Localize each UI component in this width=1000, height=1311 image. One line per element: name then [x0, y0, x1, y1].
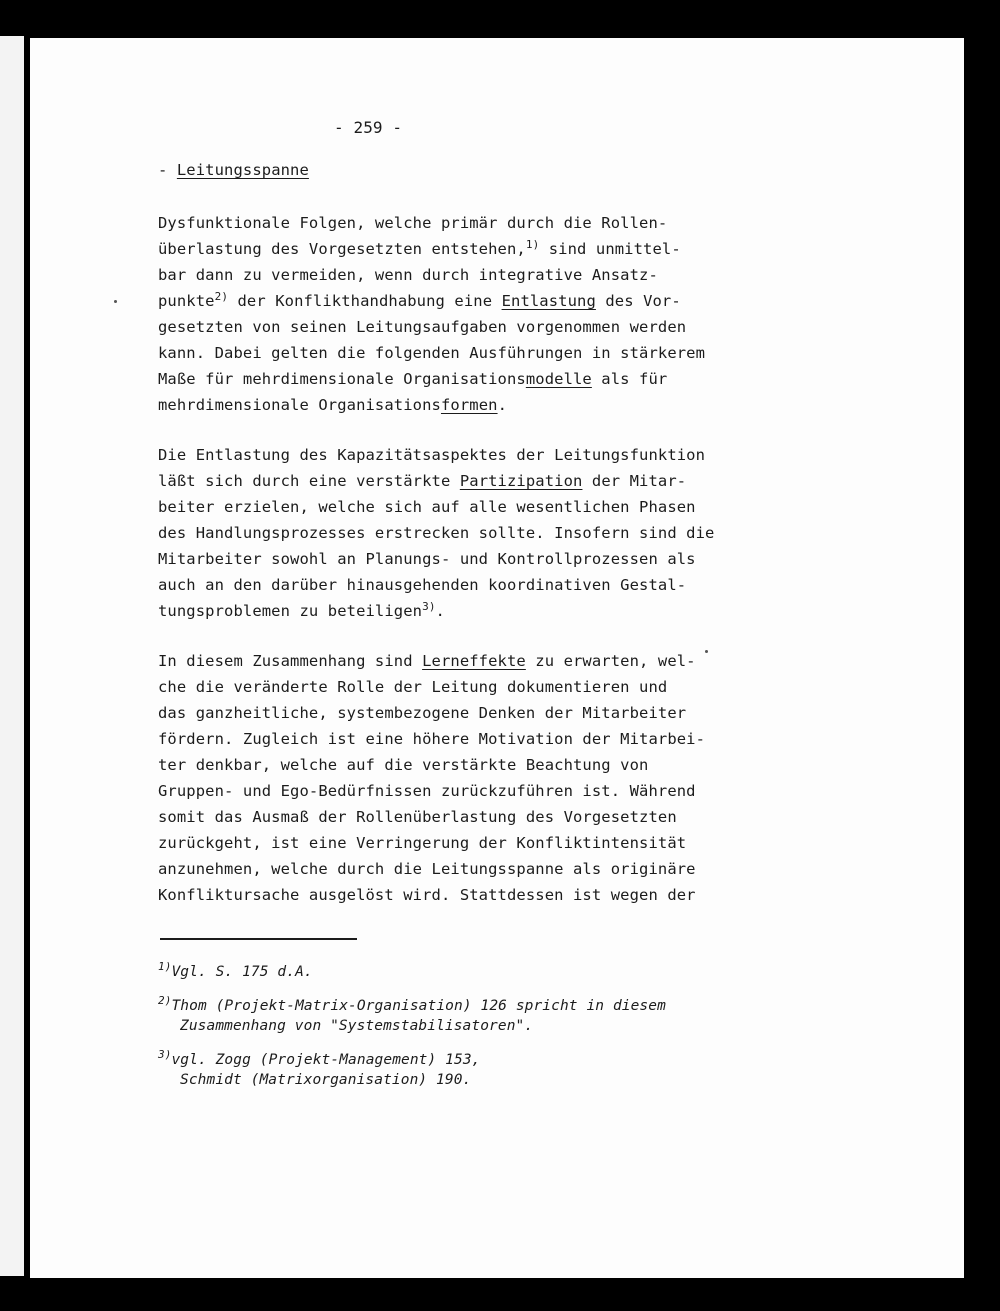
paragraph-line: Gruppen- und Ego-Bedürfnissen zurückzuführen ist. Während [158, 782, 696, 800]
paragraph-line: Mitarbeiter sowohl an Planungs- und Kontrollprozessen als [158, 550, 696, 568]
paragraph-line: Dysfunktionale Folgen, welche primär durch die Rollen- [158, 214, 668, 232]
underlined-term: Lerneffekte [422, 652, 526, 670]
underlined-term: modelle [525, 370, 592, 388]
paragraph-line: gesetzten von seinen Leitungsaufgaben vorgenommen werden [158, 318, 687, 336]
paragraph-line: Die Entlastung des Kapazitätsaspektes der Leitungsfunktion [158, 446, 706, 464]
paragraph-line: punkte$^{2)}$ der Konflikthandhabung eine Entlastung des Vor- [158, 290, 681, 310]
footnote-2-continued: Zusammenhang von "Systemstabilisatoren". [180, 1018, 534, 1034]
document-page [30, 38, 964, 1278]
scan-speck [705, 650, 708, 653]
paragraph-line: zurückgeht, ist eine Verringerung der Konfliktintensität [158, 834, 687, 852]
paragraph-line: kann. Dabei gelten die folgenden Ausführungen in stärkerem [158, 344, 706, 362]
scan-speck [114, 300, 117, 303]
paragraph-line: überlastung des Vorgesetzten entstehen,$^{1)}$ sind unmittel- [158, 238, 681, 258]
underlined-term: Partizipation [459, 472, 583, 490]
paragraph-line: des Handlungsprozesses erstrecken sollte. Insofern sind die [158, 524, 715, 542]
paragraph-line: ter denkbar, welche auf die verstärkte Beachtung von [158, 756, 649, 774]
underlined-term: Entlastung [501, 292, 596, 310]
footnote-3-continued: Schmidt (Matrixorganisation) 190. [180, 1072, 472, 1088]
paragraph-line: che die veränderte Rolle der Leitung dokumentieren und [158, 678, 668, 696]
paragraph-line: beiter erzielen, welche sich auf alle wesentlichen Phasen [158, 498, 696, 516]
footnote-ref-3: 3) [422, 600, 436, 613]
underlined-term: formen [440, 396, 498, 414]
paragraph-line: läßt sich durch eine verstärkte Partizipation der Mitar- [158, 472, 687, 490]
paragraph-line: anzunehmen, welche durch die Leitungsspanne als originäre [158, 860, 696, 878]
paragraph-line: auch an den darüber hinausgehenden koordinativen Gestal- [158, 576, 687, 594]
paragraph-line: somit das Ausmaß der Rollenüberlastung des Vorgesetzten [158, 808, 677, 826]
paragraph-line: Maße für mehrdimensionale Organisationsmodelle als für [158, 370, 668, 388]
paragraph-line: fördern. Zugleich ist eine höhere Motivation der Mitarbei- [158, 730, 706, 748]
paragraph-line: Konfliktursache ausgelöst wird. Stattdessen ist wegen der [158, 886, 696, 904]
paragraph-line: bar dann zu vermeiden, wenn durch integrative Ansatz- [158, 266, 658, 284]
footnote-ref-1: 1) [525, 238, 540, 251]
footnote-separator [160, 938, 357, 940]
footnote-1: $^{1)}$Vgl. S. 175 d.A. [158, 960, 313, 980]
section-heading-title: Leitungsspanne [176, 161, 309, 179]
paragraph-line: mehrdimensionale Organisationsformen. [158, 396, 507, 414]
footnote-3: $^{3)}$vgl. Zogg (Projekt-Management) 153, [158, 1048, 481, 1068]
page-number: - 259 - [334, 118, 403, 137]
section-heading: - Leitungsspanne [158, 161, 309, 179]
footnote-ref-2: 2) [214, 290, 229, 303]
paragraph-line: In diesem Zusammenhang sind Lerneffekte zu erwarten, wel- [158, 652, 696, 670]
footnote-2: $^{2)}$Thom (Projekt-Matrix-Organisation) 126 spricht in diesem [158, 994, 666, 1014]
paragraph-line: das ganzheitliche, systembezogene Denken der Mitarbeiter [158, 704, 687, 722]
scan-edge-left-page [0, 36, 24, 1276]
paragraph-line: tungsproblemen zu beteiligen$^{3)}$. [158, 600, 445, 620]
